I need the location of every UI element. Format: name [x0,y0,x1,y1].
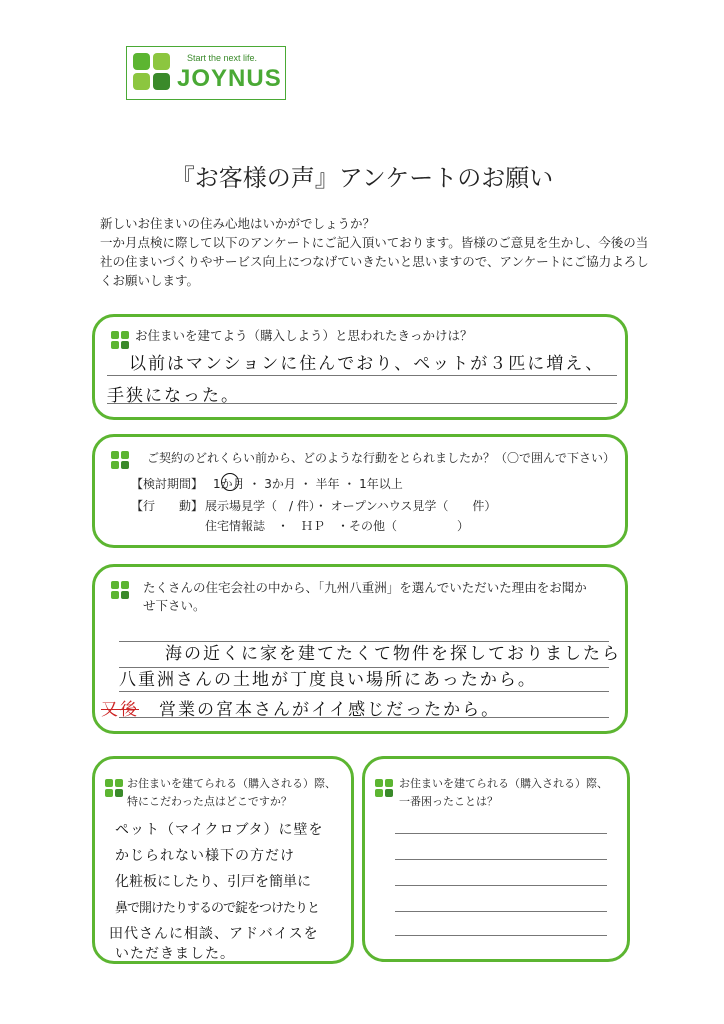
question-card-4 [92,756,354,964]
period-options: 1か月 ・ 3か月 ・ 半年 ・ 1年以上 [213,477,403,491]
handwritten-answer: 以前はマンションに住んでおり、ペットが３匹に増え、 [129,354,605,374]
intro-line: 一か月点検に際して以下のアンケートにご記入頂いております。皆様のご意見を生かし、今後の当社の住まいづくりやサービス向上につなげていきたいと思いますので、アンケートにご協力よろしくお願いします。 [100,235,649,288]
answer-line [119,691,609,692]
answer-line [107,375,617,376]
answer-line [395,885,607,886]
question-card-1 [92,314,628,420]
action-options-2: 住宅情報誌 ・ ＨＰ ・その他（ ） [205,519,470,533]
question-text: お住まいを建てよう（購入しよう）と思われたきっかけは？ [135,328,473,343]
handwritten-answer: ペット（マイクロブタ）に壁を [115,822,324,838]
answer-line [395,911,607,912]
answer-line [107,403,617,404]
page-title: 『お客様の声』アンケートのお願い [170,164,554,192]
action-label: 【行 動】 [131,499,204,513]
clover-icon [375,779,395,799]
intro-text [100,214,660,290]
question-card-2 [92,434,628,548]
handwritten-answer: 海の近くに家を建てたくて物件を探しておりましたら [165,644,621,664]
handwritten-answer: 鼻で開けたりするので錠をつけたりと [115,901,320,916]
question-text: お住まいを建てられる（購入される）際、 [127,777,336,790]
answer-line [395,833,607,834]
answer-line [119,717,609,718]
question-text: お住まいを建てられる（購入される）際、 [399,777,608,790]
answer-line [395,859,607,860]
question-text: 一番困ったことは？ [399,795,498,808]
question-text: 特にこだわった点はどこですか？ [127,795,292,808]
clover-icon [111,581,131,601]
handwritten-answer: 田代さんに相談、アドバイスを [109,926,319,942]
selected-circle-mark [221,473,239,491]
crossed-out-text: 又後 [101,700,139,720]
handwritten-answer: 化粧板にしたり、引戸を簡単に [115,874,311,890]
question-card-5 [362,756,630,962]
handwritten-answer: 八重洲さんの土地が丁度良い場所にあったから。 [119,670,537,690]
clover-icon [111,451,131,471]
question-text: たくさんの住宅会社の中から、「九州八重洲」を選んでいただいた理由をお聞か [143,580,587,595]
action-options-1: 展示場見学（ / 件）・ オープンハウス見学（ 件） [205,499,497,513]
company-logo [126,46,286,100]
intro-line: 新しいお住まいの住み心地はいかがでしょうか？ [100,216,376,231]
handwritten-answer: 手狭になった。 [107,386,240,406]
question-card-3 [92,564,628,734]
handwritten-answer: かじられない様下の方だけ [115,848,295,864]
question-text: せ下さい。 [143,598,206,613]
logo-name: JOYNUS [177,65,282,92]
period-label: 【検討期間】 [131,477,204,491]
clover-logo-icon [133,53,173,93]
answer-line [395,935,607,936]
handwritten-answer: 営業の宮本さんがイイ感じだったから。 [159,700,501,720]
handwritten-answer: いただきました。 [115,946,235,962]
clover-icon [111,331,131,351]
logo-tagline: Start the next life. [187,53,258,63]
clover-icon [105,779,125,799]
question-text: ご契約のどれくらい前から、どのような行動をとられましたか？（〇で囲んで下さい） [147,451,616,465]
